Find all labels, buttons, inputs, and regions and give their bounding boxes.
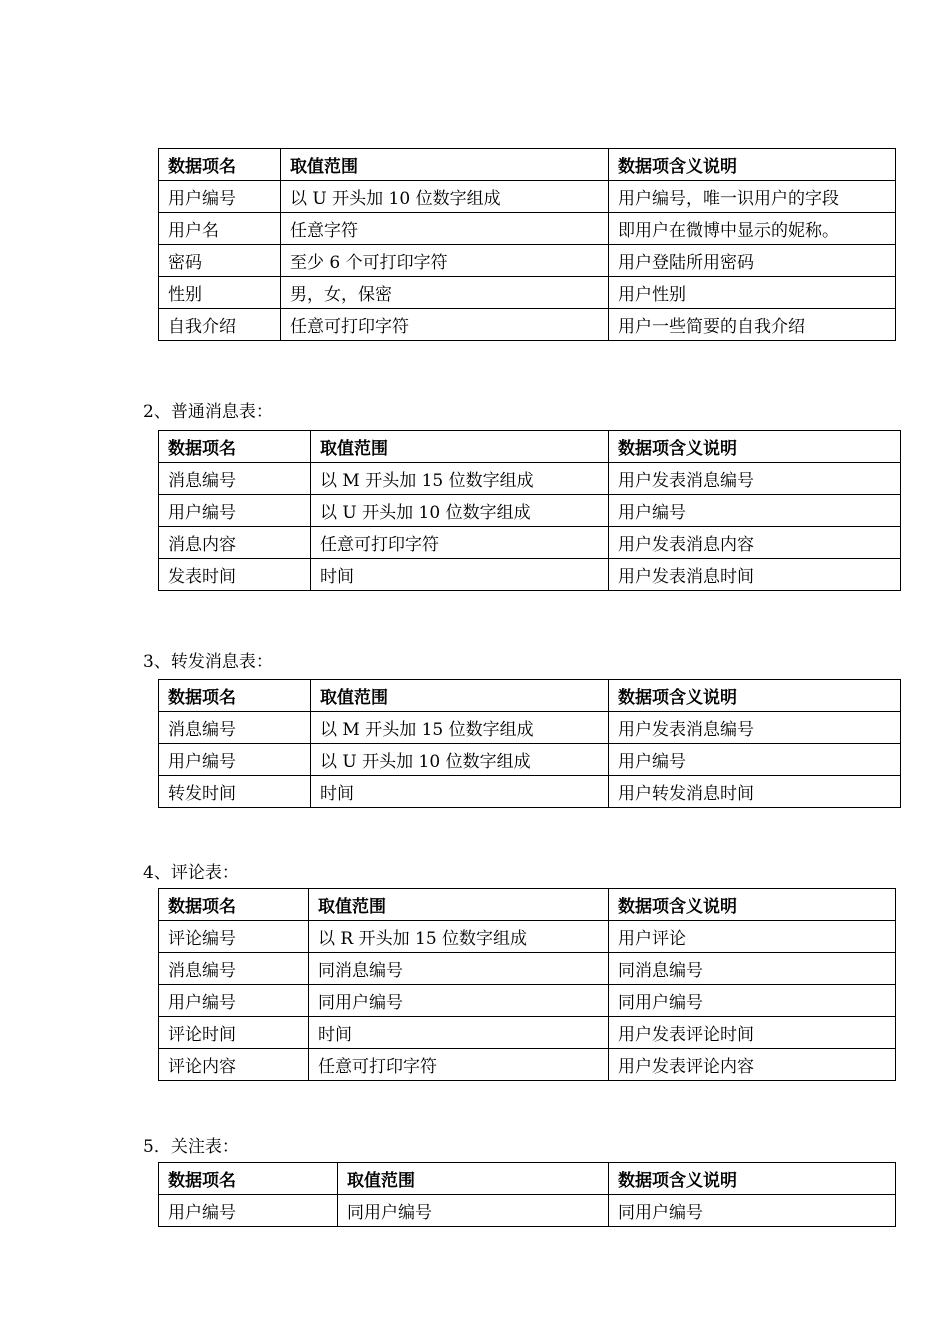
table-row (159, 921, 896, 953)
table-header-row (159, 1163, 896, 1195)
table-cell: 同用户编号 (609, 1195, 896, 1227)
table-row (159, 309, 896, 341)
table-cell: 用户编号 (159, 985, 309, 1017)
comment-table (158, 888, 896, 1081)
header-cell: 数据项名 (159, 889, 309, 921)
table-cell: 用户编号 (159, 181, 281, 213)
header-cell: 数据项含义说明 (609, 680, 901, 712)
table-cell: 用户编号 (609, 744, 901, 776)
table-cell: 时间 (311, 776, 609, 808)
table-cell: 用户编号，唯一识用户的字段 (609, 181, 896, 213)
user-table (158, 148, 896, 341)
section-heading-comment-table: 4、评论表： (143, 863, 239, 883)
table-cell: 发表时间 (159, 559, 311, 591)
table-row (159, 953, 896, 985)
table-cell: 密码 (159, 245, 281, 277)
section-heading-message-table: 2、普通消息表： (143, 402, 273, 422)
table-cell: 以 M 开头加 15 位数字组成 (311, 463, 609, 495)
table-row (159, 985, 896, 1017)
table-cell: 以 U 开头加 10 位数字组成 (311, 495, 609, 527)
header-cell: 取值范围 (281, 149, 609, 181)
table-cell: 评论内容 (159, 1049, 309, 1081)
header-cell: 取值范围 (311, 680, 609, 712)
table-cell: 任意可打印字符 (311, 527, 609, 559)
header-cell: 数据项含义说明 (609, 431, 901, 463)
table-cell: 消息编号 (159, 953, 309, 985)
section-heading-repost-table: 3、转发消息表： (143, 652, 273, 672)
table-cell: 用户发表消息时间 (609, 559, 901, 591)
table-cell: 男，女，保密 (281, 277, 609, 309)
table-cell: 用户发表消息编号 (609, 712, 901, 744)
table-cell: 用户名 (159, 213, 281, 245)
table-row (159, 744, 901, 776)
table-cell: 性别 (159, 277, 281, 309)
table-cell: 同用户编号 (309, 985, 609, 1017)
table-cell: 用户一些简要的自我介绍 (609, 309, 896, 341)
table-cell: 即用户在微博中显示的妮称。 (609, 213, 896, 245)
header-cell: 数据项名 (159, 149, 281, 181)
table-cell: 评论编号 (159, 921, 309, 953)
table-cell: 用户编号 (159, 495, 311, 527)
table-cell: 任意可打印字符 (309, 1049, 609, 1081)
header-cell: 取值范围 (311, 431, 609, 463)
table-cell: 转发时间 (159, 776, 311, 808)
table-row (159, 527, 901, 559)
header-cell: 数据项含义说明 (609, 1163, 896, 1195)
table-cell: 用户编号 (609, 495, 901, 527)
table-cell: 任意可打印字符 (281, 309, 609, 341)
table-cell: 用户发表消息内容 (609, 527, 901, 559)
table-cell: 时间 (311, 559, 609, 591)
table-cell: 用户性别 (609, 277, 896, 309)
message-table (158, 430, 901, 591)
header-cell: 数据项含义说明 (609, 149, 896, 181)
table-cell: 同用户编号 (338, 1195, 609, 1227)
table-header-row (159, 149, 896, 181)
table-cell: 以 M 开头加 15 位数字组成 (311, 712, 609, 744)
table-cell: 用户编号 (159, 1195, 338, 1227)
table-header-row (159, 431, 901, 463)
table-row (159, 712, 901, 744)
header-cell: 数据项名 (159, 431, 311, 463)
header-cell: 数据项含义说明 (609, 889, 896, 921)
table-cell: 同用户编号 (609, 985, 896, 1017)
table-cell: 以 R 开头加 15 位数字组成 (309, 921, 609, 953)
table-cell: 消息编号 (159, 712, 311, 744)
table-row (159, 559, 901, 591)
table-cell: 以 U 开头加 10 位数字组成 (281, 181, 609, 213)
header-cell: 取值范围 (309, 889, 609, 921)
header-cell: 取值范围 (338, 1163, 609, 1195)
table-header-row (159, 889, 896, 921)
table-cell: 至少 6 个可打印字符 (281, 245, 609, 277)
table-cell: 以 U 开头加 10 位数字组成 (311, 744, 609, 776)
table-header-row (159, 680, 901, 712)
table-row (159, 213, 896, 245)
table-cell: 自我介绍 (159, 309, 281, 341)
table-cell: 消息编号 (159, 463, 311, 495)
header-cell: 数据项名 (159, 1163, 338, 1195)
table-row (159, 181, 896, 213)
section-heading-follow-table: 5．关注表： (143, 1137, 239, 1157)
table-row (159, 463, 901, 495)
table-cell: 用户发表评论内容 (609, 1049, 896, 1081)
table-cell: 用户登陆所用密码 (609, 245, 896, 277)
table-row (159, 277, 896, 309)
table-cell: 用户发表评论时间 (609, 1017, 896, 1049)
table-cell: 用户评论 (609, 921, 896, 953)
table-row (159, 245, 896, 277)
table-cell: 时间 (309, 1017, 609, 1049)
table-row (159, 776, 901, 808)
table-cell: 用户编号 (159, 744, 311, 776)
table-row (159, 1049, 896, 1081)
table-cell: 用户发表消息编号 (609, 463, 901, 495)
table-cell: 消息内容 (159, 527, 311, 559)
header-cell: 数据项名 (159, 680, 311, 712)
table-row (159, 1017, 896, 1049)
table-row (159, 1195, 896, 1227)
table-cell: 同消息编号 (609, 953, 896, 985)
table-cell: 同消息编号 (309, 953, 609, 985)
follow-table (158, 1162, 896, 1227)
table-row (159, 495, 901, 527)
repost-table (158, 679, 901, 808)
table-cell: 任意字符 (281, 213, 609, 245)
table-cell: 用户转发消息时间 (609, 776, 901, 808)
table-cell: 评论时间 (159, 1017, 309, 1049)
